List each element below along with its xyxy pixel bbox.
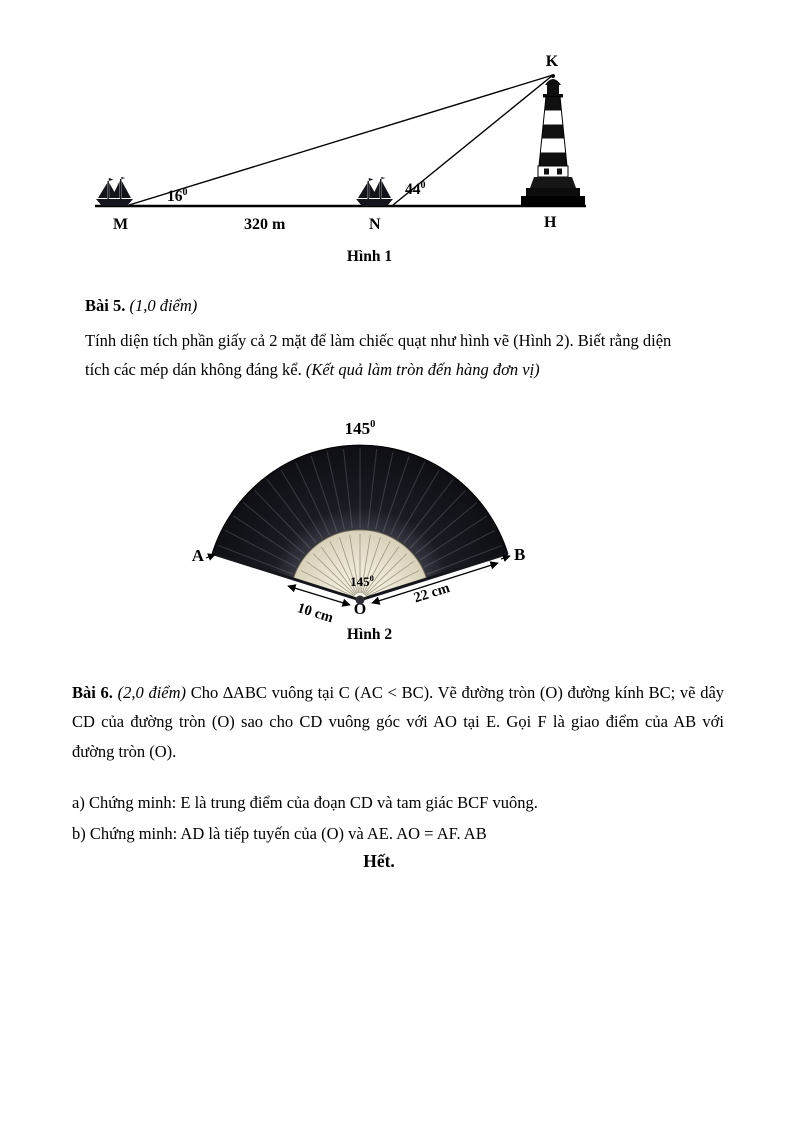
label-point-k: K: [545, 53, 559, 70]
problem5-heading: [85, 291, 725, 320]
inner-radius-label: 10 cm: [295, 600, 336, 627]
problem5-points: (1,0 điểm): [129, 296, 198, 315]
figure-2-fan-diagram: [120, 412, 600, 637]
problem6-body: [72, 678, 724, 766]
figure-1-lighthouse-diagram: [0, 40, 794, 255]
degree-superscript: 0: [182, 187, 188, 198]
label-point-b: B: [514, 545, 526, 564]
ship-at-n-icon: [356, 177, 393, 206]
sightline-m-k: [129, 75, 553, 205]
label-point-a: A: [191, 546, 204, 565]
ship-at-m-icon: [96, 177, 133, 206]
label-point-h: H: [544, 214, 557, 231]
angle-at-n-label: [405, 180, 426, 198]
label-point-n: N: [369, 216, 381, 233]
pointer-to-a-icon: [206, 555, 215, 559]
figure-1-caption: Hình 1: [346, 248, 393, 265]
problem6-label: Bài 6.: [72, 683, 113, 702]
fan-top-angle-value: 145: [344, 419, 371, 438]
problem5-line1: Tính diện tích phần giấy cả 2 mặt để làm chiếc quạt như hình vẽ (Hình 2). Biết rằng diện: [85, 331, 672, 350]
degree-superscript: 0: [369, 573, 374, 583]
outer-radius-label: 22 cm: [411, 580, 452, 607]
end-of-exam-mark: Hết.: [363, 851, 395, 871]
fan-inner-angle-value: 145: [350, 574, 370, 589]
problem5-line2-italic: (Kết quả làm tròn đến hàng đơn vị): [305, 360, 540, 380]
degree-superscript: 0: [370, 419, 376, 430]
distance-mn-label: 320 m: [244, 216, 286, 233]
fan-top-angle-label: [345, 419, 376, 438]
angle-at-m-label: [167, 187, 188, 205]
problem6-part-b: b) Chứng minh: AD là tiếp tuyến của (O) và AE. AO = AF. AB: [72, 824, 487, 843]
problem5-line2-normal: tích các mép dán không đáng kể.: [85, 360, 306, 380]
problem5-line2: [85, 355, 730, 384]
degree-superscript: 0: [420, 180, 426, 191]
angle-at-m-value: 16: [167, 188, 183, 205]
label-point-o: O: [353, 601, 367, 618]
figure-2-caption: Hình 2: [346, 626, 393, 643]
label-point-m: M: [113, 216, 129, 233]
problem6-points: (2,0 điểm): [117, 683, 187, 702]
problem5-label: Bài 5.: [85, 296, 126, 315]
problem6-part-a: a) Chứng minh: E là trung điểm của đoạn CD và tam giác BCF vuông.: [72, 793, 538, 812]
problem6-statement: Cho ∆ABC vuông tại C (AC < BC). Vẽ đường tròn (O) đường kính BC; vẽ dây CD của đường tròn (O) sao cho CD vuông góc với AO tại E. Gọi F là giao điểm của AB với đường tròn (O).: [72, 683, 725, 761]
angle-at-n-value: 44: [405, 181, 421, 198]
problem5-body: [85, 326, 730, 385]
